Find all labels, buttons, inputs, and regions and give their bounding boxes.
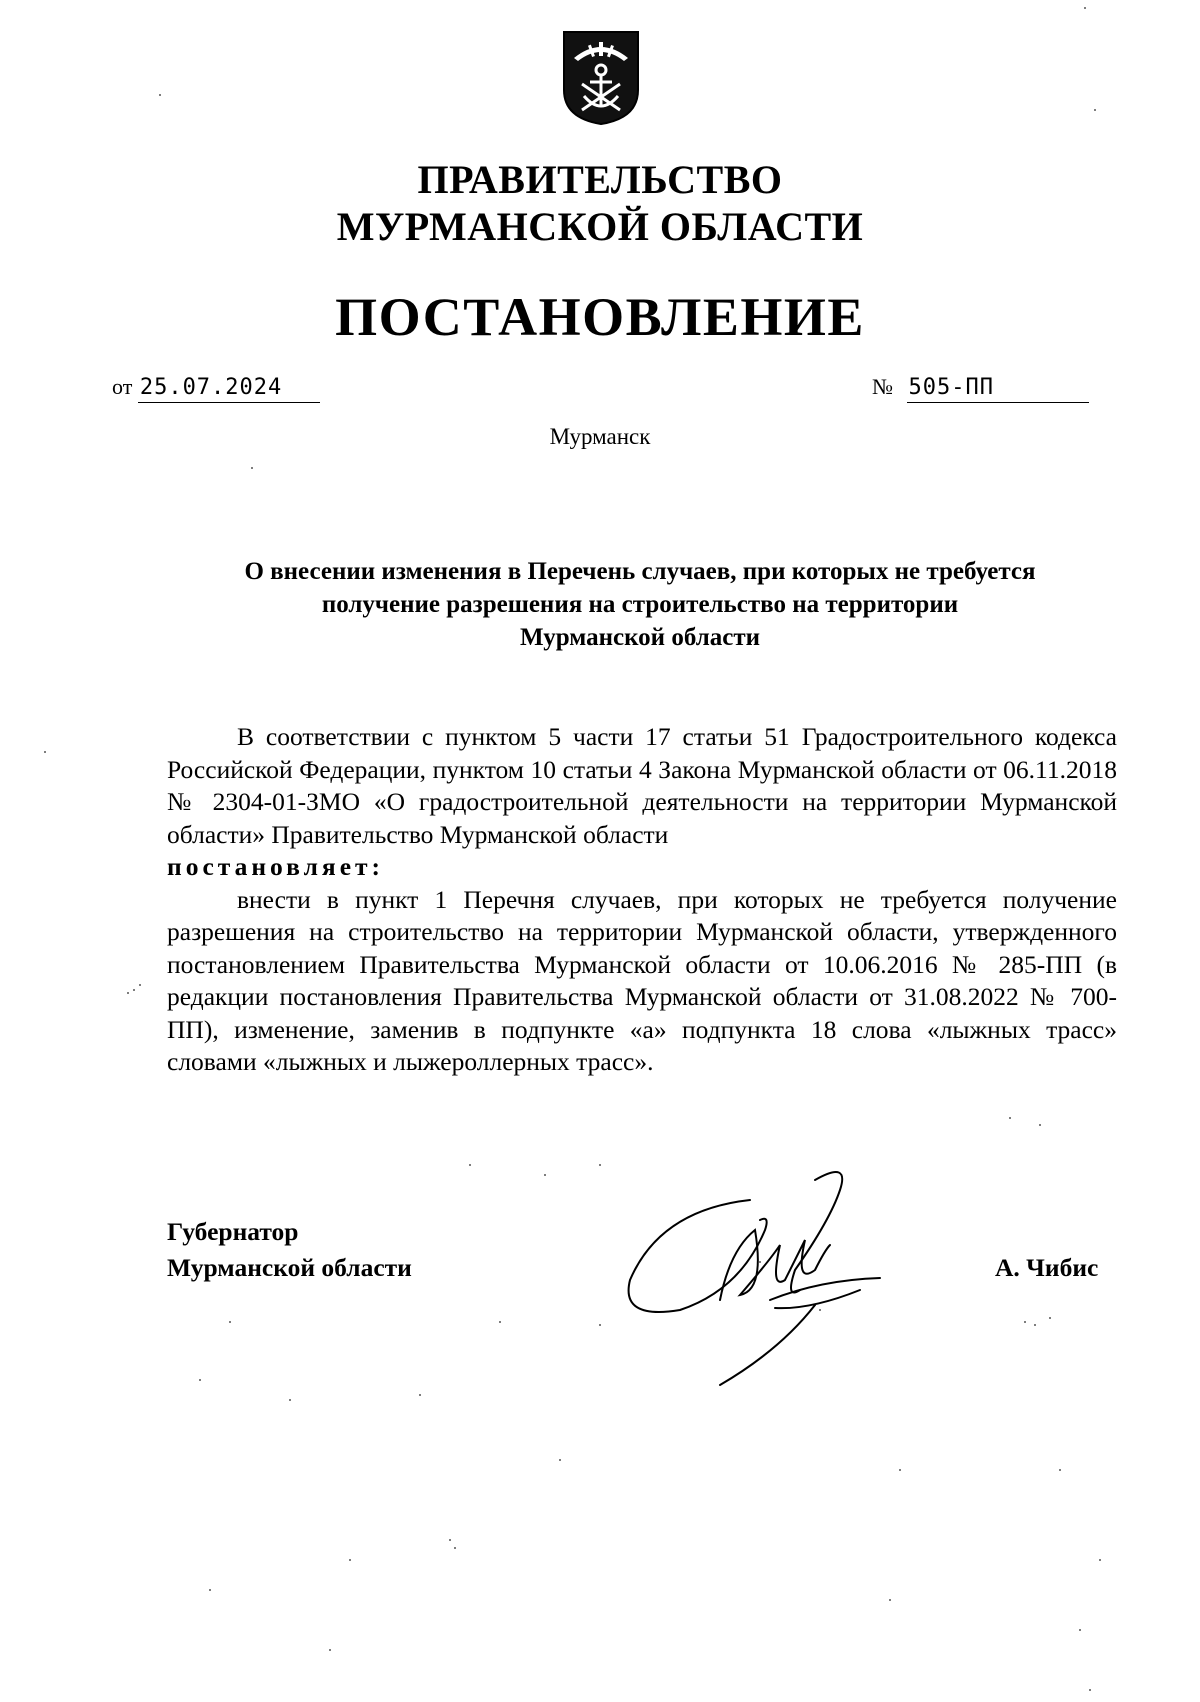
document-number: [872, 374, 1089, 403]
signatory-position-line1: Губернатор: [167, 1217, 299, 1246]
org-name-line2: МУРМАНСКОЙ ОБЛАСТИ: [336, 204, 864, 249]
city-name: Мурманск: [549, 424, 651, 449]
preamble-paragraph: В соответствии с пунктом 5 части 17 статьи 51 Градостроительного кодекса Российской Федерации, пунктом 10 статьи 4 Закона Мурманской области от 06.11.2018 № 2304-01-ЗМО «О градостроительной деятельности на территории Мурманской области» Правительство Мурманской области: [167, 722, 1117, 849]
subject-line2: получение разрешения на строительство на территории: [321, 591, 959, 618]
subject-line3: Мурманской области: [519, 624, 761, 651]
signatory-position-line2: Мурманской области: [167, 1253, 412, 1282]
document-subject: [180, 555, 1100, 654]
document-type-title: ПОСТАНОВЛЕНИЕ: [335, 287, 865, 347]
date-prefix: от: [112, 374, 133, 399]
number-prefix: №: [872, 374, 893, 399]
signatory-position: [167, 1214, 412, 1286]
document-body: [167, 721, 1117, 1079]
coat-of-arms-icon: [560, 28, 642, 126]
operative-paragraph: внести в пункт 1 Перечня случаев, при которых не требуется получение разрешения на строительство на территории Мурманской области, утвержденного постановлением Правительства Мурманской области от 10.06.2016 № 285-ПП (в редакции постановления Правительства Мурманской области от 31.08.2022 № 700-ПП), изменение, заменив в подпункте «а» подпункта 18 слова «лыжных трасс» словами «лыжных и лыжероллерных трасс».: [167, 884, 1117, 1076]
document-date: [112, 374, 320, 403]
signatory-name: А. Чибис: [995, 1253, 1099, 1282]
decree-word: постановляет:: [167, 852, 385, 881]
handwritten-signature: [620, 1160, 920, 1390]
number-value: 505-ПП: [907, 375, 1089, 403]
date-value: 25.07.2024: [138, 375, 320, 403]
org-name-line1: ПРАВИТЕЛЬСТВО: [417, 157, 783, 202]
subject-line1: О внесении изменения в Перечень случаев, при которых не требуется: [244, 558, 1036, 585]
